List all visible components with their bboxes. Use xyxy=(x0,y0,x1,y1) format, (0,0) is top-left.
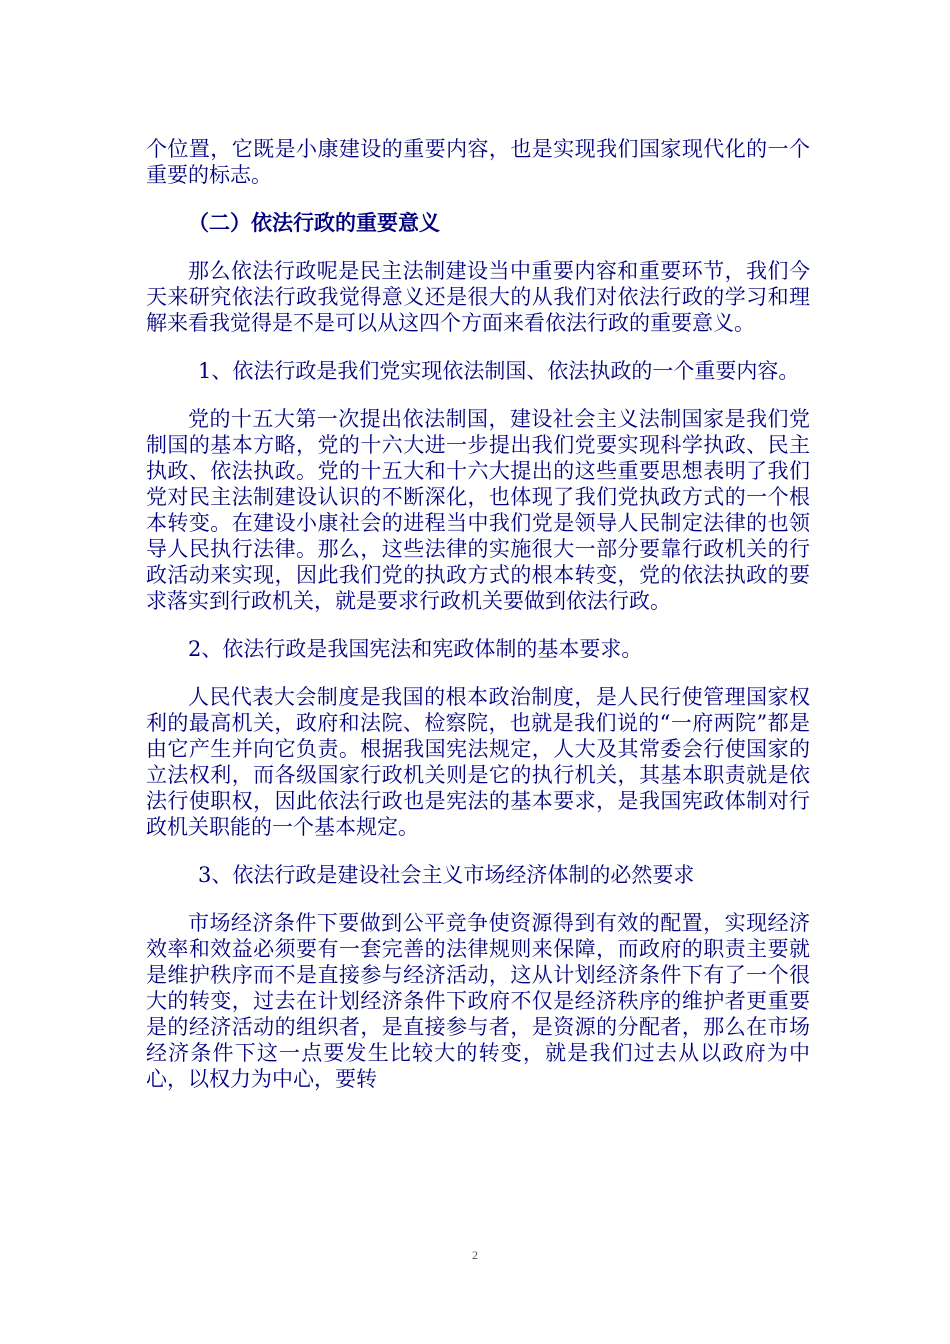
paragraph-gap xyxy=(146,614,810,636)
paragraph-point-1: 党的十五大第一次提出依法制国，建设社会主义法制国家是我们党制国的基本方略，党的十六大进一步提出我们党要实现科学执政、民主执政、依法执政。党的十五大和十六大提出的这些重要思想表明了我们党对民主法制建设认识的不断深化，也体现了我们党执政方式的一个根本转变。在建设小康社会的进程当中我们党是领导人民制定法律的也领导人民执行法律。那么，这些法律的实施很大一部分要靠行政机关的行政活动来实现，因此我们党的执政方式的根本转变，党的依法执政的要求落实到行政机关，就是要求行政机关要做到依法行政。 xyxy=(146,407,810,613)
paragraph-gap xyxy=(146,188,810,210)
paragraph-gap xyxy=(146,888,810,910)
paragraph-point-3: 市场经济条件下要做到公平竞争使资源得到有效的配置，实现经济效率和效益必须要有一套完善的法律规则来保障，而政府的职责主要就是维护秩序而不是直接参与经济活动，这从计划经济条件下有了一个很大的转变，过去在计划经济条件下政府不仅是经济秩序的维护者更重要是的经济活动的组织者，是直接参与者，是资源的分配者，那么在市场经济条件下这一点要发生比较大的转变，就是我们过去从以政府为中心，以权力为中心，要转 xyxy=(146,911,810,1091)
page-number: 2 xyxy=(472,1248,478,1262)
section-heading: （二）依法行政的重要意义 xyxy=(188,211,440,235)
paragraph-gap xyxy=(146,662,810,684)
point-heading-3: 3、依法行政是建设社会主义市场经济体制的必然要求 xyxy=(198,863,695,887)
document-body xyxy=(146,136,810,1092)
paragraph-gap xyxy=(146,840,810,862)
point-heading-2: 2、依法行政是我国宪法和宪政体制的基本要求。 xyxy=(188,637,643,661)
paragraph-continuation: 个位置，它既是小康建设的重要内容，也是实现我们国家现代化的一个重要的标志。 xyxy=(146,137,810,187)
point-heading-1: 1、依法行政是我们党实现依法制国、依法执政的一个重要内容。 xyxy=(198,359,800,383)
paragraph-point-2: 人民代表大会制度是我国的根本政治制度，是人民行使管理国家权利的最高机关，政府和法院、检察院，也就是我们说的“一府两院”都是由它产生并向它负责。根据我国宪法规定，人大及其常委会行使国家的立法权利，而各级国家行政机关则是它的执行机关，其基本职责就是依法行使职权，因此依法行政也是宪法的基本要求，是我国宪政体制对行政机关职能的一个基本规定。 xyxy=(146,685,810,839)
paragraph-gap xyxy=(146,336,810,358)
paragraph-gap xyxy=(146,384,810,406)
paragraph-gap xyxy=(146,236,810,258)
paragraph-intro: 那么依法行政呢是民主法制建设当中重要内容和重要环节，我们今天来研究依法行政我觉得意义还是很大的从我们对依法行政的学习和理解来看我觉得是不是可以从这四个方面来看依法行政的重要意义。 xyxy=(146,259,810,335)
